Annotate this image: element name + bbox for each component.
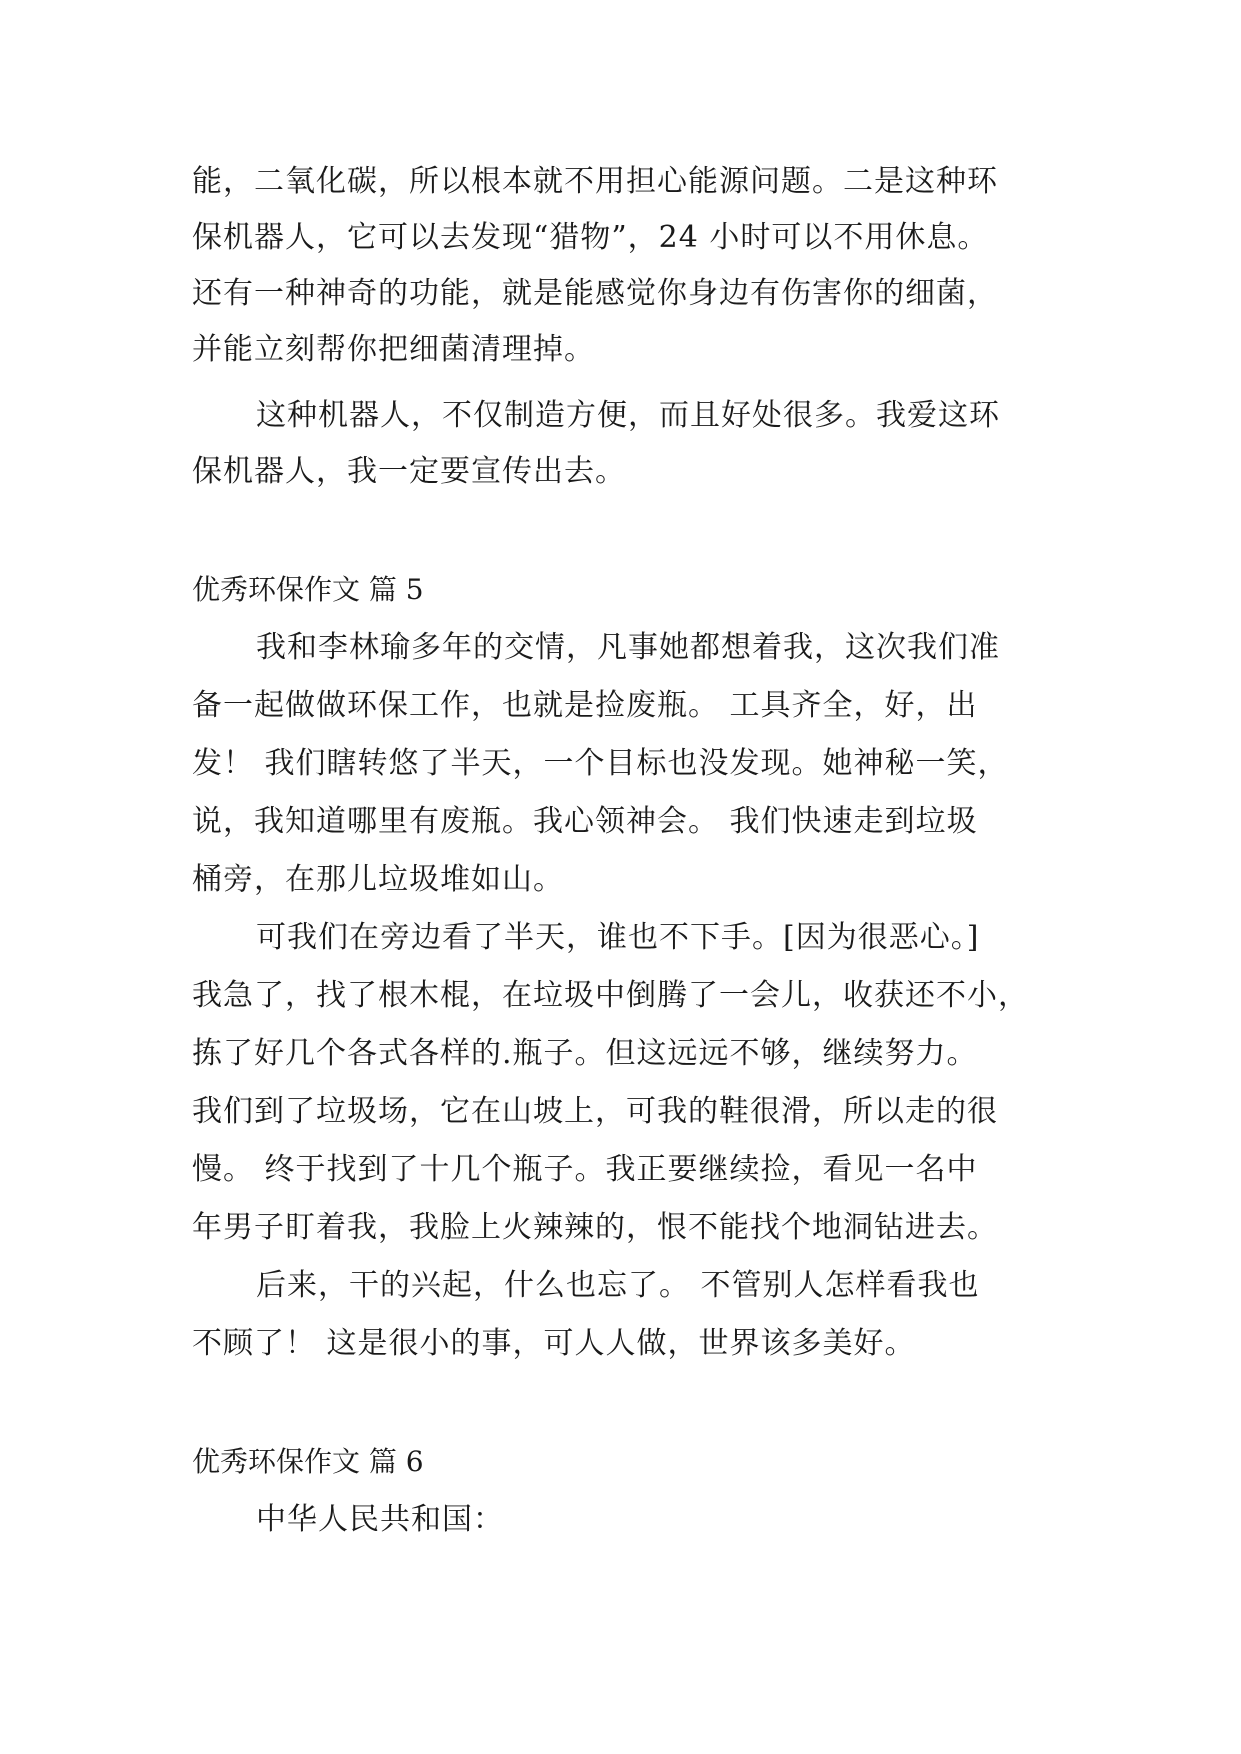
paragraph-line: 这种机器人，不仅制造方便，而且好处很多。我爱这环 bbox=[256, 398, 1000, 433]
paragraph-line: 说，我知道哪里有废瓶。我心领神会。 我们快速走到垃圾 bbox=[192, 804, 978, 839]
paragraph-line: 拣了好几个各式各样的.瓶子。但这远远不够，继续努力。 bbox=[192, 1036, 978, 1071]
paragraph-line: 我和李林瑜多年的交情，凡事她都想着我，这次我们准 bbox=[256, 630, 1000, 665]
paragraph-line: 保机器人，它可以去发现“猎物”，24 小时可以不用休息。 bbox=[192, 220, 989, 255]
paragraph-line: 慢。 终于找到了十几个瓶子。我正要继续捡，看见一名中 bbox=[192, 1152, 978, 1187]
paragraph-line: 备一起做做环保工作，也就是捡废瓶。 工具齐全，好，出 bbox=[192, 688, 978, 723]
paragraph-line: 不顾了！ 这是很小的事，可人人做，世界该多美好。 bbox=[192, 1326, 916, 1361]
paragraph-line: 发！ 我们瞎转悠了半天，一个目标也没发现。她神秘一笑， bbox=[192, 746, 1009, 781]
paragraph-line: 还有一种神奇的功能，就是能感觉你身边有伤害你的细菌， bbox=[192, 276, 998, 311]
paragraph-line: 桶旁，在那儿垃圾堆如山。 bbox=[192, 862, 564, 897]
section-heading: 优秀环保作文 篇 6 bbox=[192, 1445, 424, 1478]
paragraph-line: 保机器人，我一定要宣传出去。 bbox=[192, 454, 626, 489]
paragraph-line: 后来，干的兴起，什么也忘了。 不管别人怎样看我也 bbox=[256, 1268, 980, 1303]
paragraph-line: 可我们在旁边看了半天，谁也不下手。[因为很恶心。] bbox=[256, 920, 980, 955]
paragraph-line: 能，二氧化碳，所以根本就不用担心能源问题。二是这种环 bbox=[192, 164, 998, 199]
section-heading: 优秀环保作文 篇 5 bbox=[192, 573, 424, 606]
paragraph-line: 中华人民共和国： bbox=[256, 1502, 504, 1537]
paragraph-line: 年男子盯着我，我脸上火辣辣的，恨不能找个地洞钻进去。 bbox=[192, 1210, 998, 1245]
paragraph-line: 并能立刻帮你把细菌清理掉。 bbox=[192, 332, 595, 367]
paragraph-line: 我急了，找了根木棍，在垃圾中倒腾了一会儿，收获还不小， bbox=[192, 978, 1029, 1013]
paragraph-line: 我们到了垃圾场，它在山坡上，可我的鞋很滑，所以走的很 bbox=[192, 1094, 998, 1129]
